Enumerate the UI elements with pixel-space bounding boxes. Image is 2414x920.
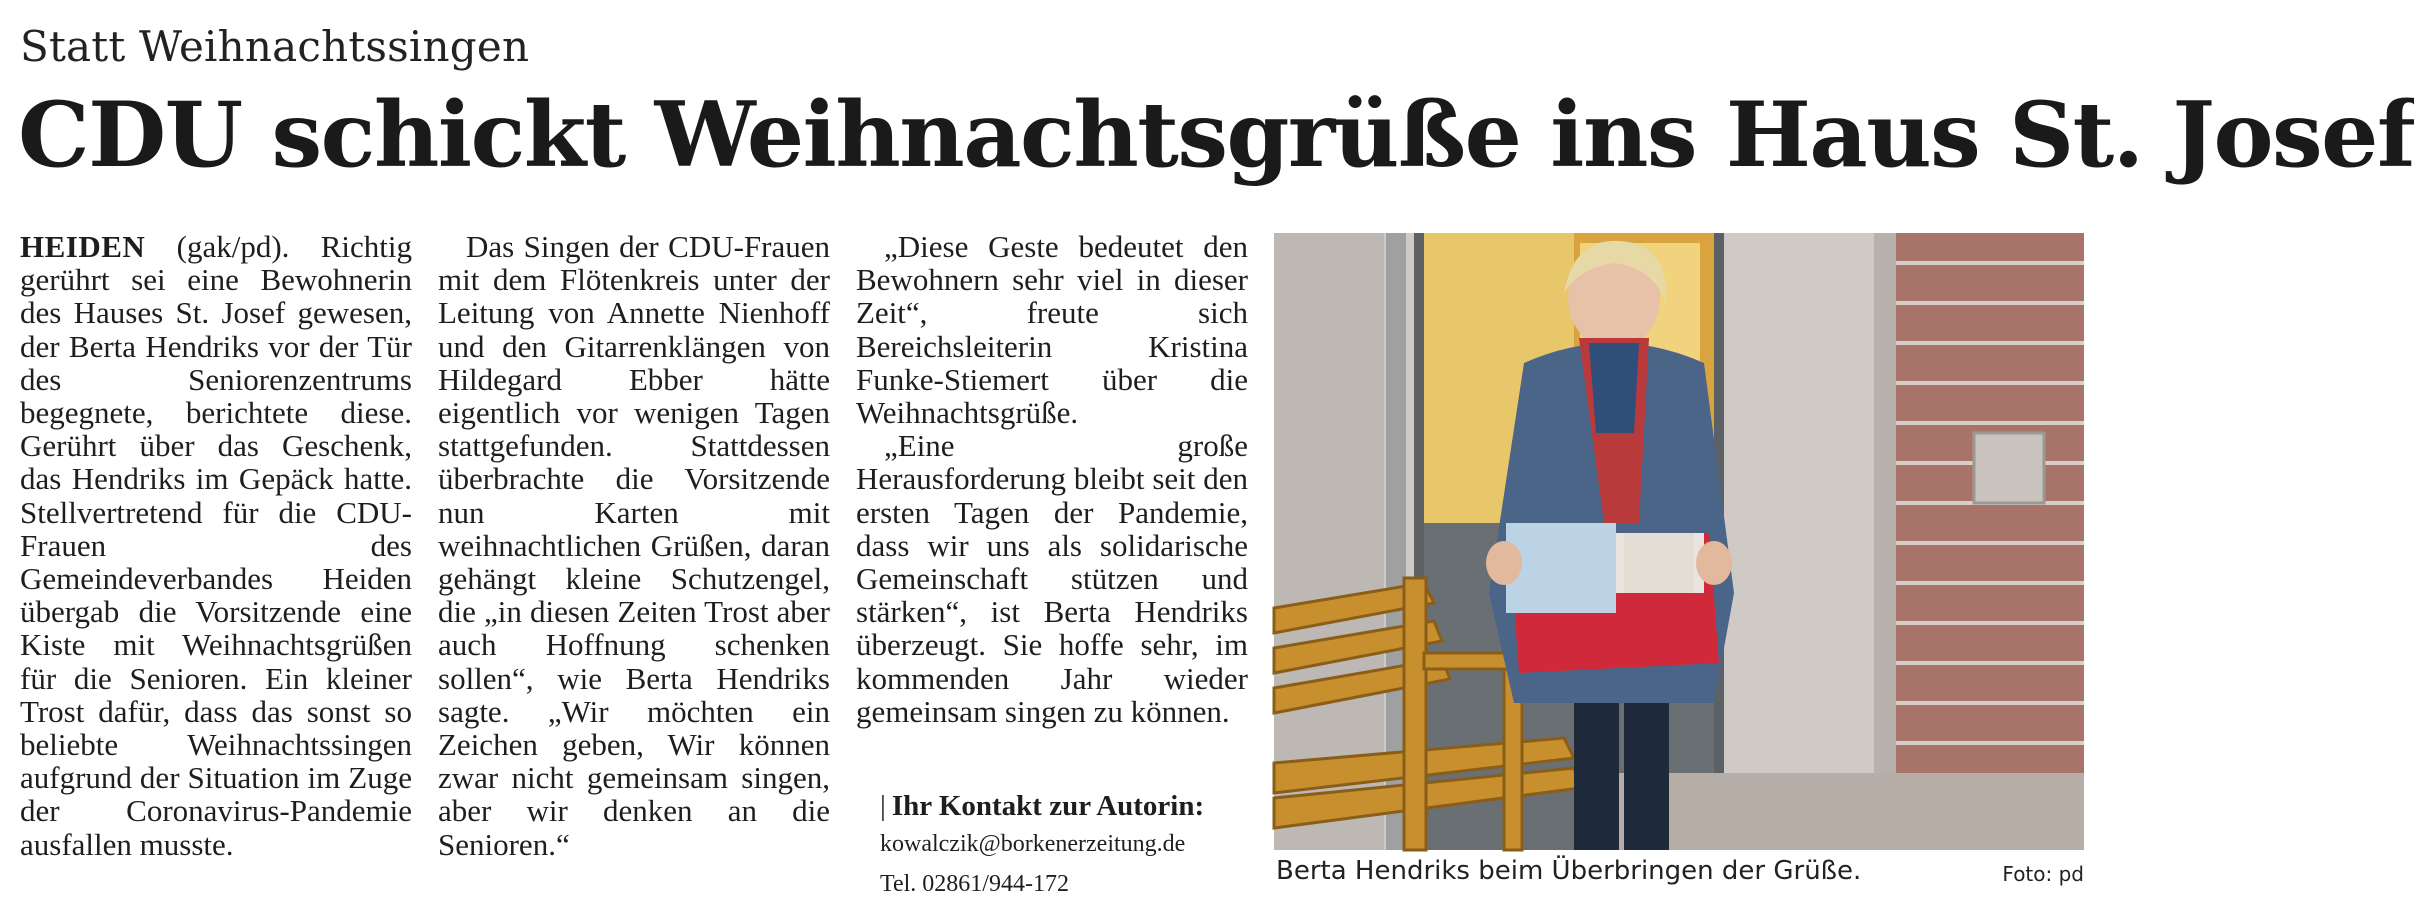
article-headline: CDU schickt Weihnachtsgrüße ins Haus St. Josef <box>18 82 2414 188</box>
photo-credit: Foto: pd <box>2002 862 2084 886</box>
contact-email: kowalczik@borkenerzeitung.de <box>880 831 1186 857</box>
photo-caption: Berta Hendriks beim Überbringen der Grüße. <box>1276 856 1862 886</box>
contact-heading-row <box>880 788 1204 824</box>
article-paragraph: Das Singen der CDU-Frauen mit dem Flötenkreis unter der Leitung von Annette Nienhoff und den Gitarrenklängen von Hildegard Ebber hätte eigentlich vor wenigen Tagen stattgefunden. Stattdessen überbrachte die Vorsitzende nun Karten mit weihnachtlichen Grüßen, daran gehängt kleine Schutzengel, die „in diesen Zeiten Trost aber auch Hoffnung schenken sollen“, wie Berta Hendriks sagte. „Wir möchten ein Zeichen geben, Wir können zwar nicht gemeinsam singen, aber wir denken an die Senioren.“ <box>438 229 830 862</box>
article-column-1 <box>20 230 412 861</box>
contact-phone: Tel. 02861/944-172 <box>880 871 1069 897</box>
article-paragraph <box>20 230 412 861</box>
author-contact-box <box>880 788 1204 904</box>
dateline-location: HEIDEN <box>20 229 146 264</box>
article-kicker: Statt Weihnachtssingen <box>20 22 530 71</box>
article-paragraph: „Diese Geste bedeutet den Bewohnern sehr viel in dieser Zeit“, freute sich Bereichsleiterin Kristina Funke-Stiemert über die Weihnachtsgrüße. <box>856 229 1248 431</box>
article-photo <box>1274 233 2084 850</box>
article-column-2 <box>438 230 830 861</box>
paragraph-text: (gak/pd). Richtig gerührt sei eine Bewohnerin des Hauses St. Josef gewesen, der Berta Hendriks vor der Tür des Seniorenzentrums begegnete, berichtete diese. Gerührt über das Geschenk, das Hendriks im Gepäck hatte. Stellvertretend für die CDU-Frauen des Gemeindeverbandes Heiden übergab die Vorsitzende eine Kiste mit Weihnachtsgrüßen für die Senioren. Ein kleiner Trost dafür, dass das sonst so beliebte Weihnachtssingen aufgrund der Situation im Zuge der Coronavirus-Pandemie ausfallen musste. <box>20 229 412 862</box>
article-paragraph: „Eine große Herausforderung bleibt seit den ersten Tagen der Pandemie, dass wir uns als solidarische Gemeinschaft stützen und stärken“, ist Berta Hendriks überzeugt. Sie hoffe sehr, im kommenden Jahr wieder gemeinsam singen zu können. <box>856 428 1248 729</box>
contact-bar-glyph: | <box>880 790 886 822</box>
contact-heading: Ihr Kontakt zur Autorin: <box>891 790 1205 822</box>
article-column-3 <box>856 230 1248 728</box>
